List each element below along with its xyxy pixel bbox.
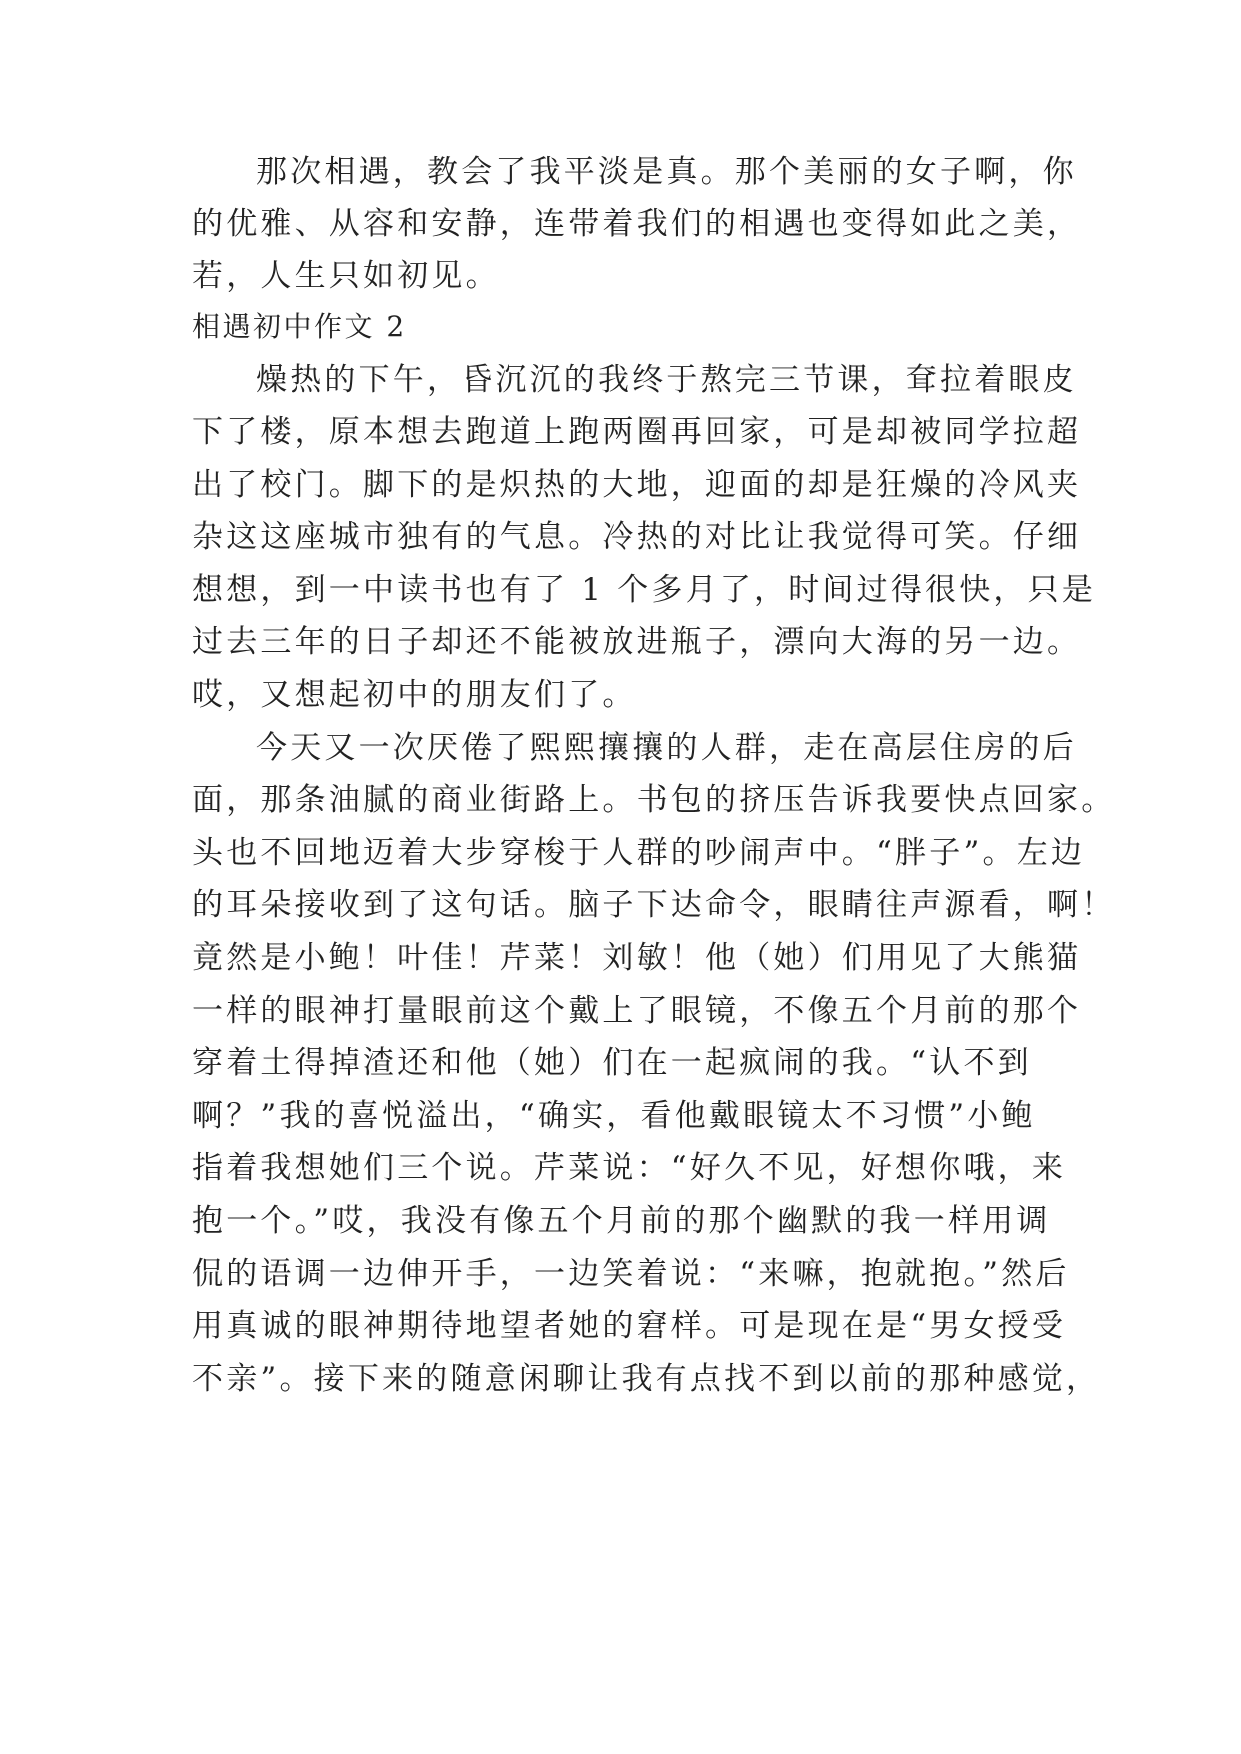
paragraph-line: 一样的眼神打量眼前这个戴上了眼镜，不像五个月前的那个 xyxy=(192,993,1082,1029)
paragraph-line: 面，那条油腻的商业街路上。书包的挤压告诉我要快点回家。 xyxy=(192,782,1116,818)
paragraph-line: 今天又一次厌倦了熙熙攘攘的人群，走在高层住房的后 xyxy=(256,730,1077,766)
paragraph-line: 的耳朵接收到了这句话。脑子下达命令，眼睛往声源看，啊！ xyxy=(192,887,1116,923)
section-heading: 相遇初中作文 2 xyxy=(192,310,407,343)
paragraph-line: 想想，到一中读书也有了 1 个多月了，时间过得很快，只是 xyxy=(192,572,1097,608)
paragraph-line: 抱一个。”哎，我没有像五个月前的那个幽默的我一样用调 xyxy=(192,1203,1051,1239)
paragraph-line: 出了校门。脚下的是炽热的大地，迎面的却是狂燥的冷风夹 xyxy=(192,467,1082,503)
paragraph-line: 啊？”我的喜悦溢出，“确实，看他戴眼镜太不习惯”小鲍 xyxy=(192,1098,1036,1134)
paragraph-line: 下了楼，原本想去跑道上跑两圈再回家，可是却被同学拉超 xyxy=(192,414,1082,450)
paragraph-line: 过去三年的日子却还不能被放进瓶子，漂向大海的另一边。 xyxy=(192,624,1082,660)
paragraph-line: 侃的语调一边伸开手，一边笑着说：“来嘛，抱就抱。”然后 xyxy=(192,1256,1070,1292)
paragraph-line: 指着我想她们三个说。芹菜说：“好久不见，好想你哦，来 xyxy=(192,1150,1067,1186)
paragraph-line: 哎，又想起初中的朋友们了。 xyxy=(192,677,637,713)
paragraph-line: 头也不回地迈着大步穿梭于人群的吵闹声中。“胖子”。左边 xyxy=(192,835,1086,871)
paragraph-line: 那次相遇，教会了我平淡是真。那个美丽的女子啊，你 xyxy=(256,154,1077,190)
paragraph-line: 穿着土得掉渣还和他（她）们在一起疯闹的我。“认不到 xyxy=(192,1045,1032,1081)
paragraph-line: 不亲”。接下来的随意闲聊让我有点找不到以前的那种感觉， xyxy=(192,1361,1101,1397)
paragraph-line: 竟然是小鲍！叶佳！芹菜！刘敏！他（她）们用见了大熊猫 xyxy=(192,940,1082,976)
paragraph-line: 若，人生只如初见。 xyxy=(192,258,500,294)
paragraph-line: 的优雅、从容和安静，连带着我们的相遇也变得如此之美， xyxy=(192,206,1082,242)
paragraph-line: 用真诚的眼神期待地望者她的窘样。可是现在是“男女授受 xyxy=(192,1308,1067,1344)
paragraph-line: 燥热的下午，昏沉沉的我终于熬完三节课，耷拉着眼皮 xyxy=(256,362,1077,398)
paragraph-line: 杂这这座城市独有的气息。冷热的对比让我觉得可笑。仔细 xyxy=(192,519,1082,555)
